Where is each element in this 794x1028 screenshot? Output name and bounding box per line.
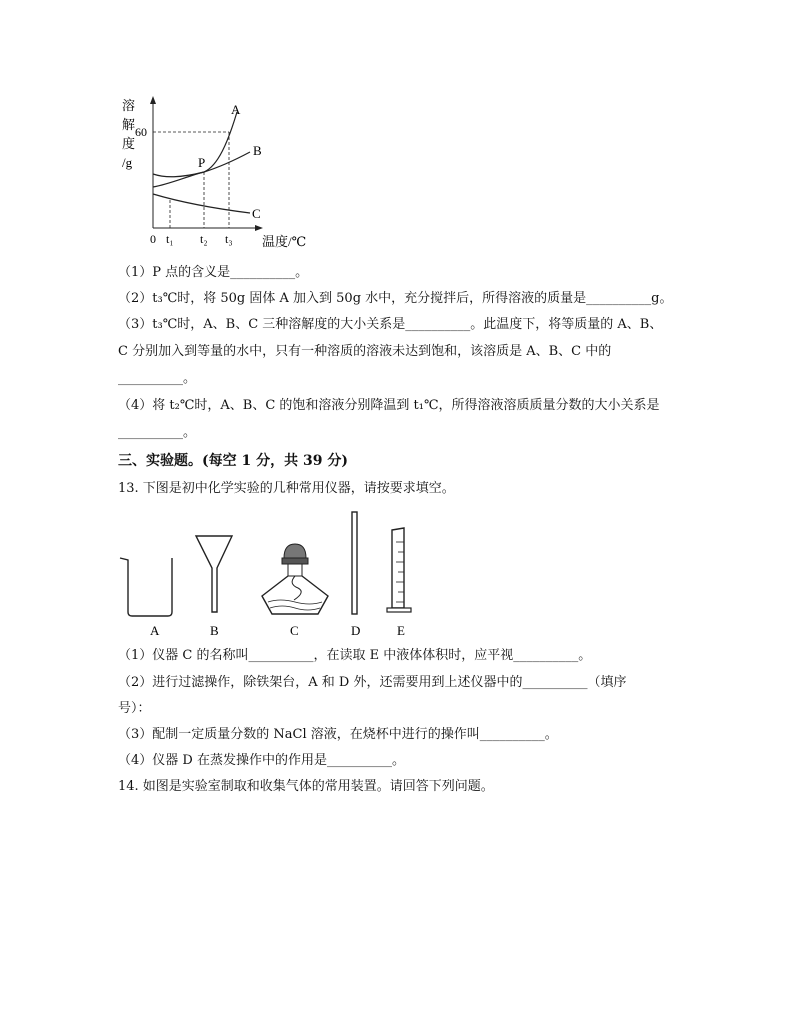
funnel-icon [196, 536, 232, 612]
instrument-label-c: C [290, 623, 299, 638]
section-heading: 三、实验题。(每空 1 分，共 39 分) [118, 453, 348, 469]
instruments-figure [110, 508, 430, 640]
curve-c [153, 194, 250, 213]
q12-part-3-blank: __________。 [118, 371, 197, 386]
q13-part-4: （4）仪器 D 在蒸发操作中的作用是__________。 [118, 753, 405, 768]
x-tick-t3: t₃ [225, 232, 233, 246]
beaker-icon [120, 558, 172, 616]
y-label-char: 溶 [122, 98, 136, 113]
x-axis-label: 温度/℃ [262, 234, 307, 249]
q12-part-4: （4）将 t₂℃时，A、B、C 的饱和溶液分别降温到 t₁℃，所得溶液溶质质量分数的大小关系是 [118, 398, 660, 413]
q12-part-4-blank: __________。 [118, 425, 197, 440]
q13-part-2: （2）进行过滤操作，除铁架台，A 和 D 外，还需要用到上述仪器中的__________（填序 [118, 675, 627, 690]
curve-label-a: A [231, 102, 241, 117]
curve-label-b: B [253, 143, 262, 158]
graduated-cylinder-icon [387, 528, 411, 612]
glass-rod-icon [352, 512, 357, 614]
y-axis-arrow [150, 96, 156, 104]
point-label-p: P [198, 155, 206, 170]
origin-label: 0 [150, 232, 156, 246]
instrument-label-a: A [150, 623, 160, 638]
instrument-label-d: D [351, 623, 361, 638]
solubility-graph [110, 92, 330, 252]
curve-a [153, 112, 237, 177]
q13-stem: 13. 下图是初中化学实验的几种常用仪器，请按要求填空。 [118, 481, 455, 496]
x-tick-t1: t₁ [166, 232, 174, 246]
q12-part-3: （3）t₃℃时，A、B、C 三种溶解度的大小关系是__________。此温度下，将等质量的 A、B、 [118, 317, 663, 332]
y-label-char: /g [122, 155, 133, 170]
q14-stem: 14. 如图是实验室制取和收集气体的常用装置。请回答下列问题。 [118, 779, 494, 794]
y-label-char: 解 [122, 117, 136, 132]
curve-label-c: C [252, 206, 261, 221]
y-label-char: 度 [122, 136, 136, 151]
y-tick-60: 60 [135, 125, 147, 139]
q12-part-1: （1）P 点的含义是__________。 [118, 265, 309, 280]
x-tick-t2: t₂ [200, 232, 208, 246]
q13-part-1: （1）仪器 C 的名称叫__________，在读取 E 中液体体积时，应平视__________。 [118, 648, 592, 663]
q13-part-2-cont: 号）： [118, 701, 151, 716]
q12-part-2: （2）t₃℃时，将 50g 固体 A 加入到 50g 水中，充分搅拌后，所得溶液的质量是__________g。 [118, 291, 673, 306]
q12-part-3-cont: C 分别加入到等量的水中，只有一种溶质的溶液未达到饱和，该溶质是 A、B、C 中的 [118, 344, 612, 359]
x-axis-arrow [255, 225, 263, 231]
instrument-label-e: E [397, 623, 405, 638]
instrument-label-b: B [210, 623, 219, 638]
alcohol-lamp-icon [262, 544, 328, 614]
q13-part-3: （3）配制一定质量分数的 NaCl 溶液，在烧杯中进行的操作叫__________。 [118, 727, 558, 742]
